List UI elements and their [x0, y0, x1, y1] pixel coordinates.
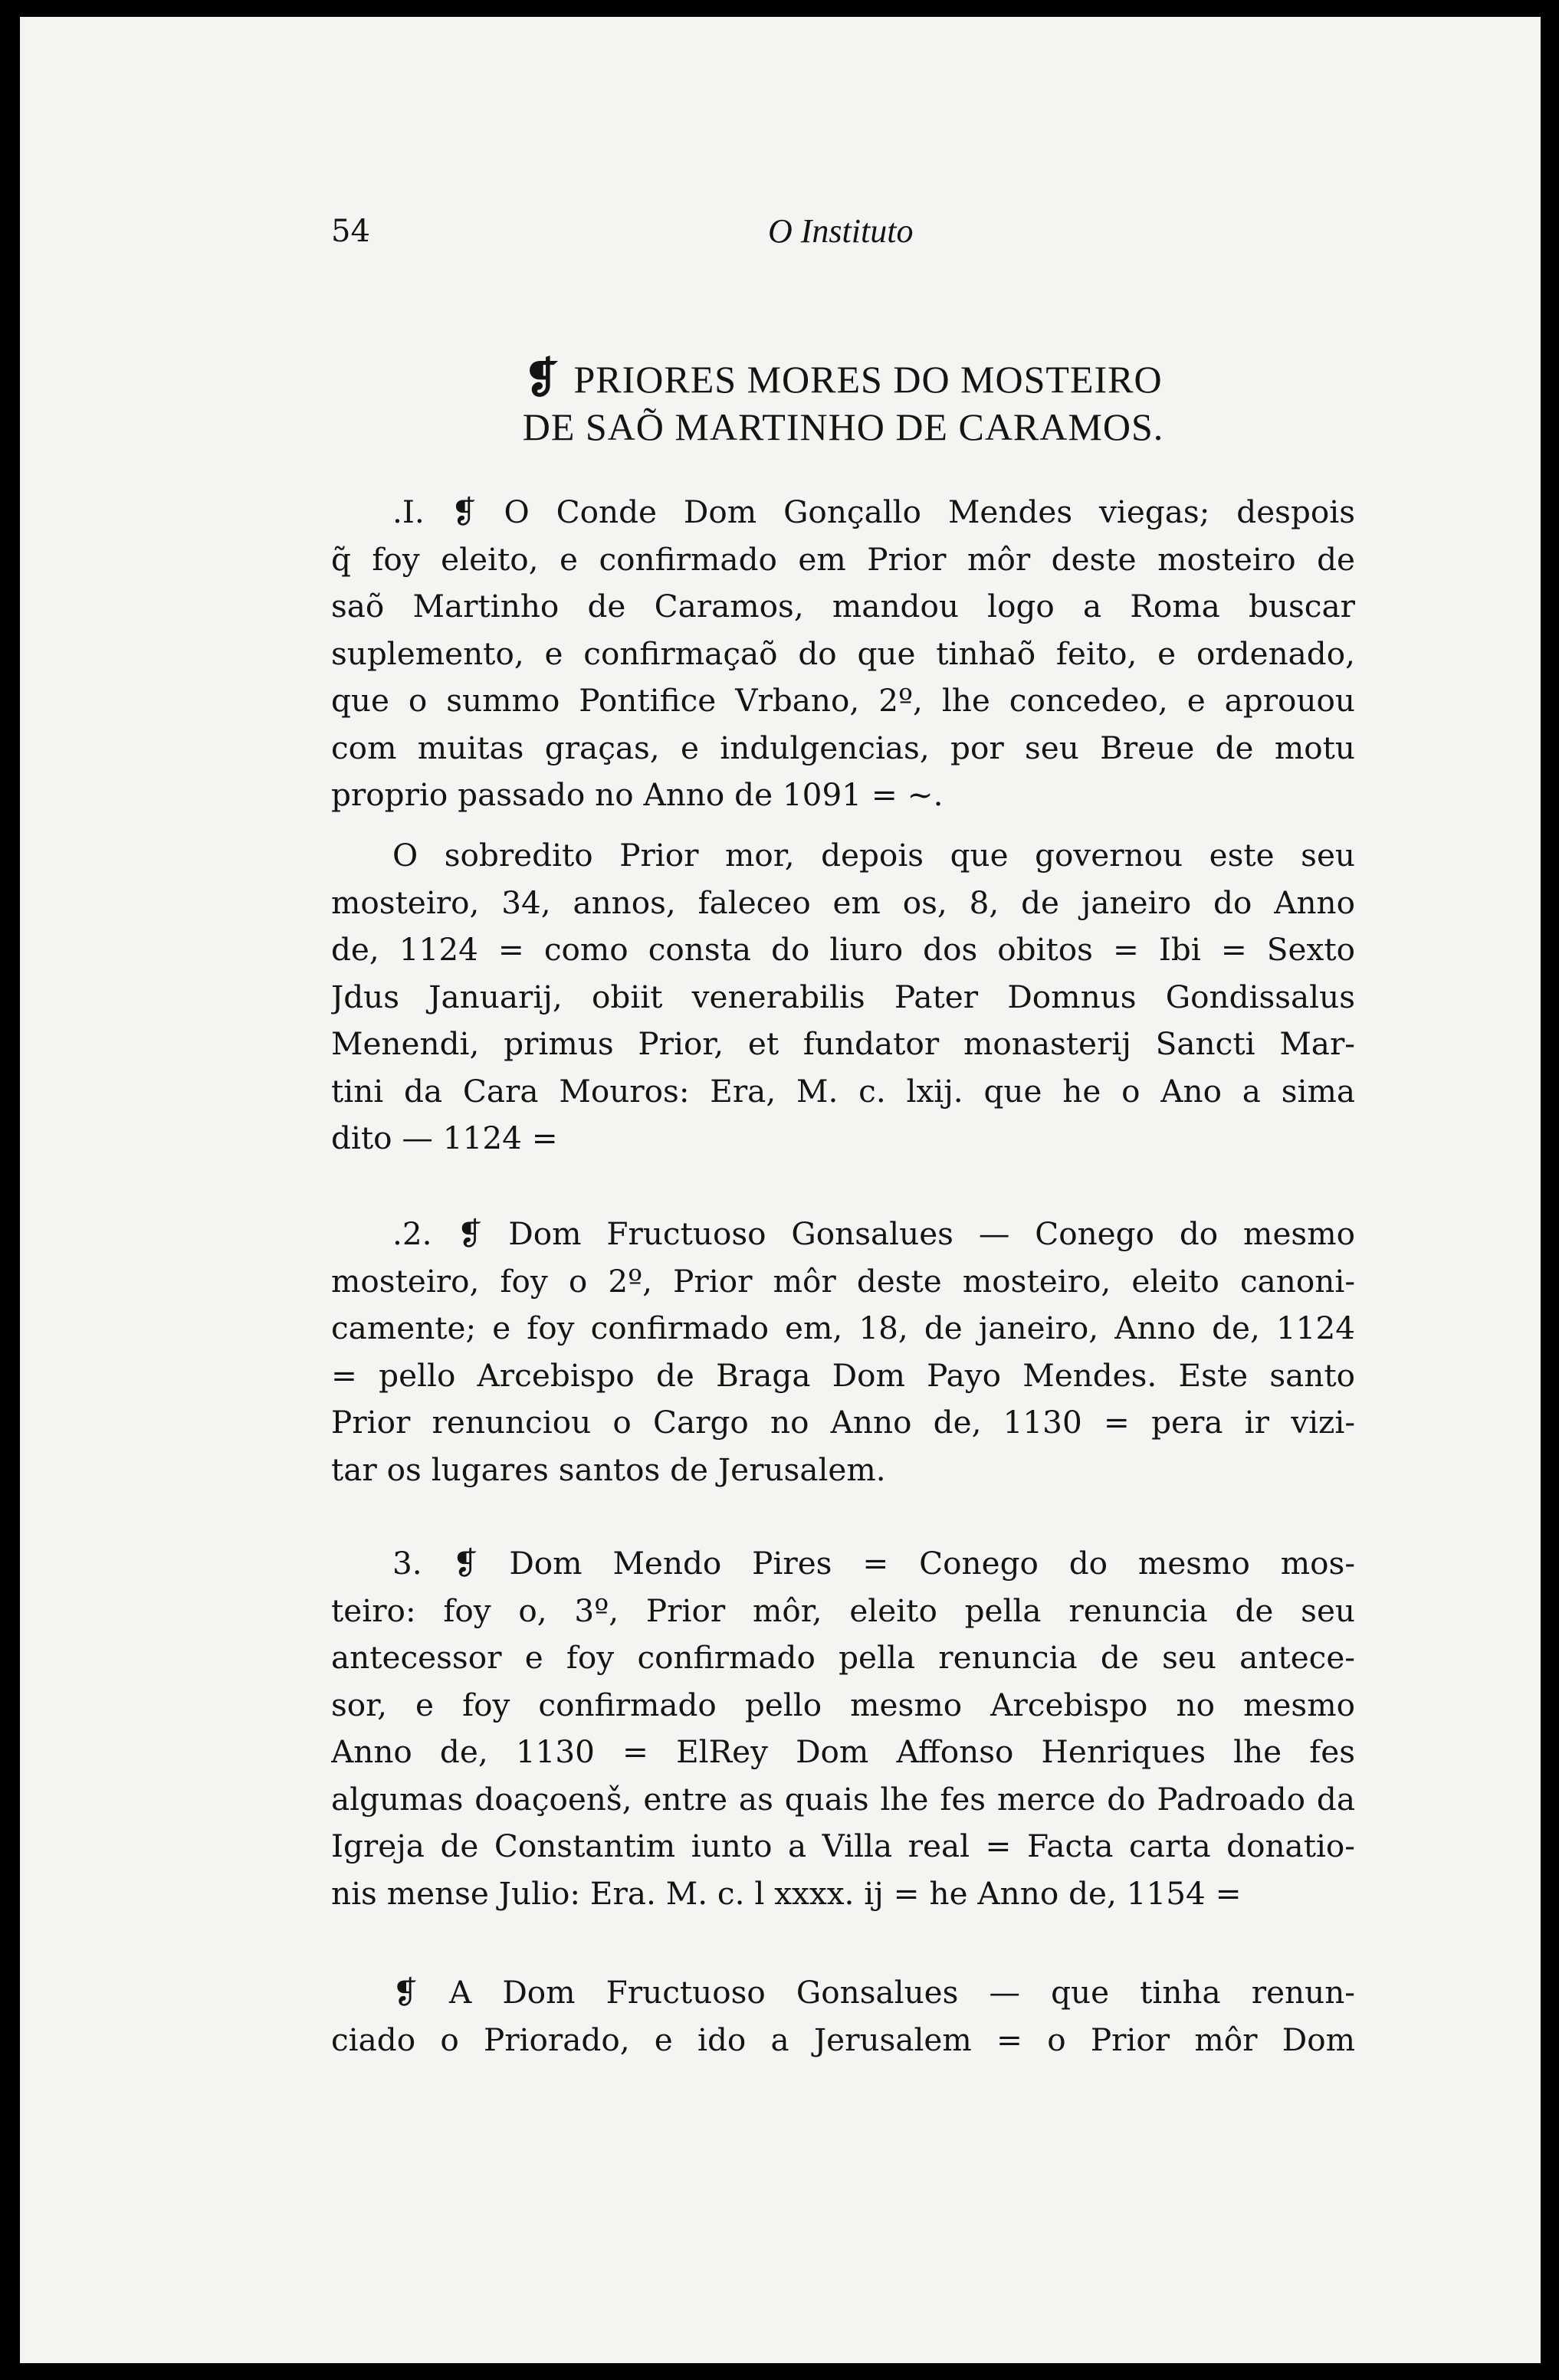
- section-title-line-1: [331, 354, 1355, 403]
- text-line: algumas doaçoenš, entre as quais lhe fes merce do Padroado da: [331, 1780, 1355, 1818]
- paragraph-prior-1: [331, 489, 1355, 819]
- text-line: saõ Martinho de Caramos, mandou logo a Roma buscar: [331, 588, 1355, 625]
- text-line: sor, e foy confirmado pello mesmo Arcebispo no mesmo: [331, 1686, 1355, 1723]
- text-line: 3. ❡ Dom Mendo Pires = Conego do mesmo mos-: [392, 1545, 1355, 1582]
- text-line: tar os lugares santos de Jerusalem.: [331, 1451, 886, 1488]
- text-line: Menendi, primus Prior, et fundator monasterij Sancti Mar-: [331, 1025, 1355, 1062]
- text-line: Jdus Januarij, obiit venerabilis Pater Domnus Gondissalus: [331, 978, 1355, 1015]
- text-line: teiro: foy o, 3º, Prior môr, eleito pella renuncia de seu: [331, 1592, 1355, 1629]
- paragraph-fructuoso-return: [331, 1969, 1355, 2064]
- text-line: O sobredito Prior mor, depois que governou este seu: [392, 837, 1355, 874]
- text-line: nis mense Julio: Era. M. c. l xxxx. ij = he Anno de, 1154 =: [331, 1874, 1242, 1912]
- paragraph-prior-1-death: [331, 832, 1355, 1162]
- text-line: ❡ A Dom Fructuoso Gonsalues — que tinha renun-: [392, 1974, 1355, 2011]
- text-line: ciado o Priorado, e ido a Jerusalem = o Prior môr Dom: [331, 2021, 1355, 2058]
- paragraph-prior-2: [331, 1211, 1355, 1493]
- page-header: [331, 208, 1355, 262]
- section-title: [331, 354, 1355, 451]
- text-line: camente; e foy confirmado em, 18, de janeiro, Anno de, 1124: [331, 1310, 1355, 1346]
- text-line: Prior renunciou o Cargo no Anno de, 1130 = pera ir vizi-: [331, 1404, 1355, 1441]
- section-title-line-2: DE SAÕ MARTINHO DE CARAMOS.: [522, 405, 1164, 448]
- text-line: Anno de, 1130 = ElRey Dom Affonso Henriques lhe fes: [331, 1733, 1355, 1770]
- text-line: q̃ foy eleito, e confirmado em Prior môr deste mosteiro de: [331, 540, 1355, 578]
- pilcrow-icon: ❡: [523, 352, 560, 402]
- text-line: antecessor e foy confirmado pella renuncia de seu antece-: [331, 1639, 1355, 1676]
- text-line: suplemento, e confirmaçaõ do que tinhaõ feito, e ordenado,: [331, 634, 1355, 672]
- text-line: .2. ❡ Dom Fructuoso Gonsalues — Conego do mesmo: [392, 1215, 1355, 1252]
- text-line: proprio passado no Anno de 1091 = ~.: [331, 776, 944, 813]
- text-line: mosteiro, foy o 2º, Prior môr deste mosteiro, eleito canoni-: [331, 1262, 1355, 1300]
- running-title: O Instituto: [768, 212, 914, 250]
- text-line: .I. ❡ O Conde Dom Gonçallo Mendes viegas; despois: [392, 493, 1355, 530]
- document-page: [20, 17, 1541, 2363]
- paragraph-prior-3: [331, 1540, 1355, 1917]
- text-line: que o summo Pontifice Vrbano, 2º, lhe concedeo, e aprouou: [331, 682, 1355, 719]
- page-number: 54: [331, 214, 370, 249]
- text-line: com muitas graças, e indulgencias, por seu Breue de motu: [331, 729, 1355, 766]
- text-line: tini da Cara Mouros: Era, M. c. lxij. que he o Ano a sima: [331, 1072, 1355, 1110]
- text-line: de, 1124 = como consta do liuro dos obitos = Ibi = Sexto: [331, 931, 1355, 968]
- section-title-text-1: PRIORES MORES DO MOSTEIRO: [573, 358, 1163, 401]
- text-line: = pello Arcebispo de Braga Dom Payo Mendes. Este santo: [331, 1356, 1355, 1394]
- text-line: dito — 1124 =: [331, 1120, 558, 1156]
- text-line: Igreja de Constantim iunto a Villa real = Facta carta donatio-: [331, 1828, 1355, 1864]
- text-line: mosteiro, 34, annos, faleceo em os, 8, de janeiro do Anno: [331, 883, 1355, 921]
